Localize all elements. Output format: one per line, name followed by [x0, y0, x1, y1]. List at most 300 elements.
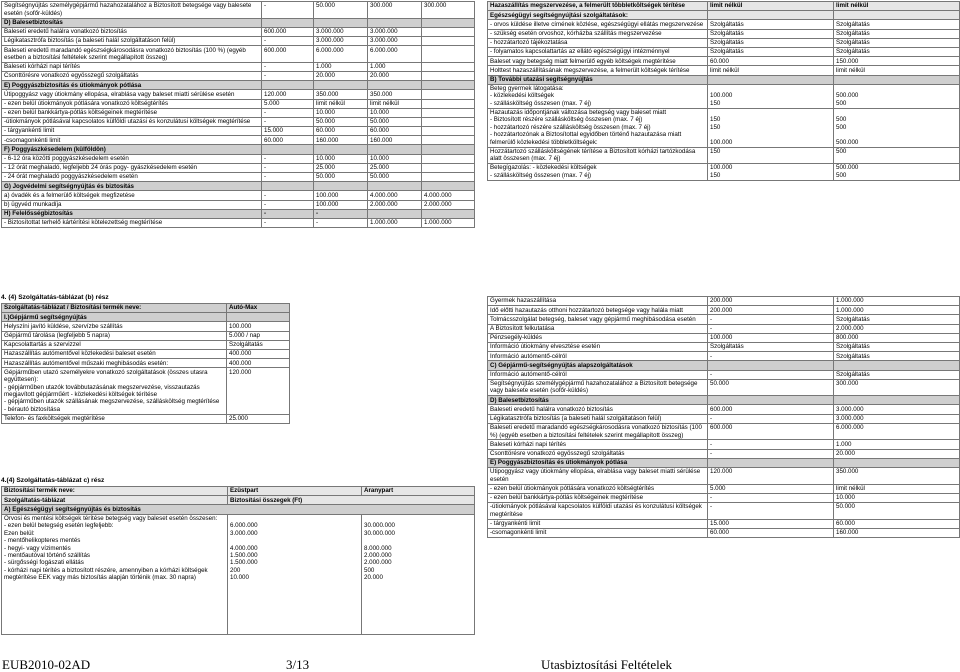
row-value — [314, 18, 368, 27]
row-value: 1.000 — [834, 440, 960, 449]
row-value — [422, 62, 475, 71]
subsection-row — [2, 505, 475, 514]
section-4b-table — [1, 303, 289, 424]
row-value: 100.000 — [708, 333, 834, 342]
row-value: 300.000 — [368, 2, 422, 19]
table-row — [488, 379, 960, 396]
row-value — [422, 163, 475, 172]
row-value: 2.000.000 — [422, 200, 475, 209]
row-value: 15.000 — [262, 127, 314, 136]
row-value: 500.000 500 — [834, 84, 960, 108]
row-value: limit nélkül — [834, 484, 960, 493]
row-value: 10.000 — [314, 108, 368, 117]
row-value — [368, 209, 422, 218]
table-row — [2, 99, 475, 108]
right-top-benefit-table — [487, 1, 959, 181]
row-label: Kapcsolattartás a szervizzel — [2, 340, 227, 349]
row-label: - ezen belül útiokmányok pótlására vonatkozó költségtérítés — [2, 99, 262, 108]
row-label: Hozzátartozó szállásköltségének térítése a Biztosított kórházi tartózkodása alatt összesen (max. 7 éj) — [488, 147, 708, 164]
row-value — [422, 90, 475, 99]
row-value — [708, 11, 834, 20]
row-label: - tárgyankénti limit — [488, 519, 708, 528]
row-value: 3.000.000 — [314, 27, 368, 36]
row-label: Hazautazás időpontjának változása betegség vagy baleset miatt - Biztosított részére szállásköltség összesen (max. 7 éj) - hozzátartozó részére szállásköltség összesen (max. 7 éj) - hozzátartozónak a Biztosítottal egyidőben történő hazautazása miatt felmerülő közlekedési többletköltségek: — [488, 108, 708, 147]
row-label: Gépjármű tárolása (legfeljebb 5 napra) — [2, 331, 227, 340]
row-label: - ezen belül bankkártya-pótlás költségeinek megtérítése — [488, 493, 708, 502]
row-label: - folyamatos kapcsolattartás az ellátó egészségügyi intézménnyel — [488, 47, 708, 56]
row-value — [368, 18, 422, 27]
row-label: B) További utazási segítségnyújtás — [488, 75, 708, 84]
row-label: Segítségnyújtás személygépjármű hazahozatalához a Biztosított betegsége vagy balesete esetén (sofőr-küldés) — [2, 2, 262, 19]
row-value — [422, 173, 475, 182]
table-row — [488, 297, 960, 306]
row-value: 10.000 — [368, 154, 422, 163]
row-label: Helyszíni javító küldése, szervízbe szállítás — [2, 322, 227, 331]
table-row — [2, 71, 475, 80]
row-label: Baleseti eredetű maradandó egészségkárosodásra vonatkozó biztosítás (100 %) (egyéb esetben a biztosítási feltételek szerint megállapított összeg) — [2, 46, 262, 63]
table-row — [488, 484, 960, 493]
row-value: - — [262, 191, 314, 200]
row-value: 5.000 — [708, 484, 834, 493]
row-value: 120.000 — [262, 90, 314, 99]
table-row — [2, 514, 475, 634]
section-4c-table — [1, 486, 474, 635]
row-label: - hozzátartozó tájékoztatása — [488, 38, 708, 47]
row-value: Szolgáltatás — [708, 38, 834, 47]
page-number: 3/13 — [286, 657, 310, 672]
row-label: - Biztosítottat terhelő kártérítési kötelezettség megtérítése — [2, 218, 262, 227]
row-value: Szolgáltatás — [834, 29, 960, 38]
table-row — [2, 117, 475, 126]
row-value — [422, 71, 475, 80]
row-value — [422, 27, 475, 36]
arany-values: 30.000.000 30.000.000 8.000.000 2.000.000 2.000.000 500 20.000 — [362, 514, 475, 634]
row-value: 350.000 — [368, 90, 422, 99]
row-value — [314, 182, 368, 191]
row-value: 50.000 — [708, 379, 834, 396]
row-value: 3.000.000 — [314, 36, 368, 45]
row-value: 2.000.000 — [368, 200, 422, 209]
row-value: 1.000 — [368, 62, 422, 71]
row-value: - — [708, 414, 834, 423]
row-value: - — [262, 62, 314, 71]
table-header-row — [2, 496, 475, 505]
aranypart-label: Aranypart — [362, 487, 475, 496]
row-label: Tolmácsszolgálat betegség, baleset vagy gépjármű meghibásodása esetén — [488, 315, 708, 324]
row-value — [422, 46, 475, 63]
table-row — [488, 147, 960, 164]
table-row — [488, 519, 960, 528]
row-value — [227, 313, 290, 322]
row-value: - — [708, 493, 834, 502]
table-row — [2, 304, 290, 313]
row-value: 600.000 — [262, 46, 314, 63]
table-row — [488, 405, 960, 414]
row-value: 50.000 — [314, 117, 368, 126]
row-value: 20.000 — [834, 449, 960, 458]
row-label: - ezen belül bankkártya-pótlás költségeinek megtérítése — [2, 108, 262, 117]
row-label: Baleseti eredetű maradandó egészségkárosodásra vonatkozó biztosítás (100 %) (egyéb esetben a biztosítási feltételek szerint megállapított összeg) — [488, 423, 708, 440]
row-value: 1.000.000 — [834, 306, 960, 315]
row-value — [262, 81, 314, 90]
section-4c-heading: 4.(4) Szolgáltatás-táblázat c) rész — [1, 477, 105, 484]
table-row — [2, 209, 475, 218]
row-value: Szolgáltatás — [708, 29, 834, 38]
table-row — [2, 163, 475, 172]
table-row — [488, 315, 960, 324]
document-code: EUB2010-02AD — [2, 657, 91, 672]
row-value: - — [262, 163, 314, 172]
row-value: - — [262, 2, 314, 19]
row-value: Szolgáltatás — [834, 370, 960, 379]
row-value — [708, 458, 834, 467]
row-value: 50.000 — [368, 117, 422, 126]
row-value: - — [708, 324, 834, 333]
row-value — [708, 361, 834, 370]
medical-costs-text: Orvosi és mentési költségek térítése betegség vagy baleset esetén összesen: - ezen belül betegség esetén legfeljebb: Ezen belül: - mentőhelikopteres mentés - hegyi- vagy vízimentés - mentőautóval történő szállítás - sürgősségi fogászati ellátás - kórházi napi térítés a biztosított részére, amennyiben a kórházi költségek megtérítése EEK vagy más biztosítás alapján történik (max. 30 napra) — [2, 514, 228, 634]
row-value: - — [708, 370, 834, 379]
table-row — [2, 218, 475, 227]
row-value: 50.000 — [834, 502, 960, 519]
row-label: -csomagonkénti limit — [488, 528, 708, 537]
row-label: Információ autómentő-célról — [488, 352, 708, 361]
row-label: - 12 órát meghaladó, legfeljebb 24 órás pogy- gyászkésedelem esetén — [2, 163, 262, 172]
table-row — [488, 414, 960, 423]
row-value: 3.000.000 — [834, 405, 960, 414]
row-label: Baleseti eredetű halálra vonatkozó biztosítás — [2, 27, 262, 36]
row-value: 300.000 — [422, 2, 475, 19]
row-label: Telefon- és faxköltségek megtérítése — [2, 414, 227, 423]
row-value: 25.000 — [368, 163, 422, 172]
row-value — [368, 182, 422, 191]
row-label: Légikatasztrófa biztosítás (a baleseti halál szolgáltatáson felül) — [488, 414, 708, 423]
table-row — [488, 468, 960, 485]
row-value: 350.000 — [314, 90, 368, 99]
row-value: Szolgáltatás — [708, 47, 834, 56]
row-value: 15.000 — [708, 519, 834, 528]
ezustpart-label: Ezüstpart — [228, 487, 362, 496]
row-label: Holttest hazaszállításának megszervezése, a felmerült költségek térítése — [488, 66, 708, 75]
row-value: 60.000 — [834, 519, 960, 528]
row-value — [422, 108, 475, 117]
table-row — [2, 200, 475, 209]
row-value: 50.000 — [368, 173, 422, 182]
row-value: 160.000 — [368, 136, 422, 145]
row-value: 20.000 — [314, 71, 368, 80]
table-row — [2, 2, 475, 19]
row-label: Csonttörésre vonatkozó egyösszegű szolgáltatás — [2, 71, 262, 80]
row-value: Szolgáltatás — [708, 342, 834, 351]
row-value: 4.000.000 — [422, 191, 475, 200]
ezust-values: 6.000.000 3.000.000 4.000.000 1.500.000 1.500.000 200 10.000 — [228, 514, 362, 634]
row-value: Szolgáltatás — [834, 20, 960, 29]
row-value: 100.000 150 — [708, 164, 834, 181]
row-label: Szolgáltatás-táblázat / Biztosítási termék neve: — [2, 304, 227, 313]
table-label: Szolgáltatás-táblázat — [2, 496, 228, 505]
document-title: Utasbiztosítási Feltételek — [541, 657, 673, 672]
row-label: Gépjárműben utazó személyekre vonatkozó szolgáltatások (összes utasra együttesen): - gépjárműben utazók továbbutazásának megszervezése, visszautazás megjavított gépjárműért - közlekedési költségek térítése - gépjárműben utazók szállásának megszervezése, szállásköltség megtérítése - bérautó biztosítása — [2, 368, 227, 414]
row-value: 150 — [708, 147, 834, 164]
table-row — [2, 81, 475, 90]
table-row — [488, 324, 960, 333]
table-row — [2, 191, 475, 200]
row-label: H) Felelősségbiztosítás — [2, 209, 262, 218]
row-value: 1.000.000 — [834, 297, 960, 306]
table-row — [2, 331, 290, 340]
row-label: Baleseti kórházi napi térítés — [2, 62, 262, 71]
row-value: 3.000.000 — [368, 27, 422, 36]
row-value: 100.000 — [227, 322, 290, 331]
row-value: 10.000 — [368, 108, 422, 117]
row-label: C) Gépjármű-segítségnyújtás alapszolgáltatások — [488, 361, 708, 370]
row-label: D) Balesetbiztosítás — [488, 396, 708, 405]
row-value: 160.000 — [314, 136, 368, 145]
table-row — [2, 154, 475, 163]
table-row — [488, 458, 960, 467]
row-label: - orvos küldése illetve címének közlése, egészségügyi ellátás megszervezése — [488, 20, 708, 29]
section-4b-heading: 4. (4) Szolgáltatás-táblázat (b) rész — [1, 294, 109, 301]
table-row — [488, 29, 960, 38]
table-row — [488, 449, 960, 458]
row-value: - — [708, 315, 834, 324]
row-label: E) Poggyászbiztosítás és útiokmányok pótlása — [2, 81, 262, 90]
table-row — [488, 84, 960, 108]
row-value — [834, 75, 960, 84]
row-value: 20.000 — [368, 71, 422, 80]
row-value: 2.000.000 — [834, 324, 960, 333]
row-value: - — [262, 218, 314, 227]
row-value: limit nélkül — [708, 66, 834, 75]
table-row — [488, 440, 960, 449]
table-row — [488, 38, 960, 47]
row-label: F) Poggyászkésedelem (külföldön) — [2, 145, 262, 154]
row-value: 3.000.000 — [834, 414, 960, 423]
table-row — [2, 173, 475, 182]
row-value — [834, 11, 960, 20]
table-row — [488, 502, 960, 519]
row-value: Szolgáltatás — [227, 340, 290, 349]
table-row — [488, 66, 960, 75]
table-row — [488, 20, 960, 29]
row-value: 10.000 — [834, 493, 960, 502]
row-value: - — [262, 209, 314, 218]
row-value — [422, 117, 475, 126]
row-value: 150 150 100.000 — [708, 108, 834, 147]
row-value: - — [262, 200, 314, 209]
table-row — [2, 90, 475, 99]
row-value: Szolgáltatás — [834, 342, 960, 351]
row-value: - — [262, 36, 314, 45]
row-value — [708, 75, 834, 84]
row-value: 500.000 500 — [834, 164, 960, 181]
row-value: 100.000 — [314, 191, 368, 200]
row-value — [834, 361, 960, 370]
table-row — [488, 370, 960, 379]
row-label: Információ autómentő-célról — [488, 370, 708, 379]
row-value: - — [314, 218, 368, 227]
row-value: Szolgáltatás — [834, 38, 960, 47]
row-label: -útiokmányok pótlásával kapcsolatos külföldi utazási és konzulátusi költségek megtérítése — [488, 502, 708, 519]
row-value: 100.000 150 — [708, 84, 834, 108]
row-value — [368, 145, 422, 154]
row-label: Gyermek hazaszállítása — [488, 297, 708, 306]
row-value: 100.000 — [314, 200, 368, 209]
table-row — [488, 361, 960, 370]
table-row — [2, 108, 475, 117]
row-label: - szükség esetén orvoshoz, kórházba szállítás megszervezése — [488, 29, 708, 38]
row-value: 1.000.000 — [422, 218, 475, 227]
row-value — [422, 154, 475, 163]
row-value — [422, 81, 475, 90]
table-row — [2, 62, 475, 71]
table-row — [488, 423, 960, 440]
row-label: Csonttörésre vonatkozó egyösszegű szolgáltatás — [488, 449, 708, 458]
row-label: Betegígazolás: - közlekedési költségek - szállásköltség összesen (max. 7 éj) — [488, 164, 708, 181]
row-value: 60.000 — [314, 127, 368, 136]
table-row — [488, 57, 960, 66]
row-value — [422, 36, 475, 45]
table-row — [488, 396, 960, 405]
row-value: - — [262, 117, 314, 126]
table-row — [2, 340, 290, 349]
table-header-row — [2, 487, 475, 496]
row-value: - — [262, 154, 314, 163]
row-value: Szolgáltatás — [834, 315, 960, 324]
row-label: D) Balesetbiztosítás — [2, 18, 262, 27]
row-label: -csomagonkénti limit — [2, 136, 262, 145]
row-value: 25.000 — [314, 163, 368, 172]
row-label: Baleseti eredetű halálra vonatkozó biztosítás — [488, 405, 708, 414]
row-label: E) Poggyászbiztosítás és útiokmányok pótlása — [488, 458, 708, 467]
row-value — [262, 145, 314, 154]
row-value: - — [708, 502, 834, 519]
row-value: limit nélkül — [708, 2, 834, 11]
row-value: Szolgáltatás — [708, 20, 834, 29]
row-value — [422, 136, 475, 145]
table-row — [2, 27, 475, 36]
table-row — [2, 36, 475, 45]
row-value: 200.000 — [708, 297, 834, 306]
row-value: 500 — [834, 147, 960, 164]
row-value: 5.000 — [262, 99, 314, 108]
row-label: Hazaszállítás autómentővel műszaki meghibásodás esetén: — [2, 359, 227, 368]
table-row — [488, 352, 960, 361]
row-value: - — [708, 449, 834, 458]
row-value: 200.000 — [708, 306, 834, 315]
row-value: 6.000.000 — [834, 423, 960, 440]
row-value: - — [262, 173, 314, 182]
row-label: Egészségügyi segítségnyújtási szolgáltatások: — [488, 11, 708, 20]
table-row — [2, 368, 290, 414]
row-value: 60.000 — [708, 528, 834, 537]
row-value: 160.000 — [834, 528, 960, 537]
row-value: - — [708, 440, 834, 449]
table-row — [488, 164, 960, 181]
row-value — [834, 396, 960, 405]
row-value: 800.000 — [834, 333, 960, 342]
row-value: 400.000 — [227, 349, 290, 358]
table-row — [488, 528, 960, 537]
row-value: Autó-Max — [227, 304, 290, 313]
row-label: Légikatasztrófa biztosítás (a baleseti halál szolgáltatáson felül) — [2, 36, 262, 45]
row-value — [422, 127, 475, 136]
row-value — [422, 145, 475, 154]
row-value: 60.000 — [708, 57, 834, 66]
row-value: 500 500 500.000 — [834, 108, 960, 147]
row-value: 60.000 — [262, 136, 314, 145]
table-row — [2, 145, 475, 154]
row-value: 6.000.000 — [314, 46, 368, 63]
table-row — [2, 46, 475, 63]
table-row — [488, 75, 960, 84]
row-value — [708, 396, 834, 405]
row-value: Szolgáltatás — [834, 47, 960, 56]
row-value: 25.000 — [227, 414, 290, 423]
row-value: 1.000.000 — [368, 218, 422, 227]
row-value — [422, 18, 475, 27]
row-value: limit nélkül — [834, 66, 960, 75]
subsection-title: A) Egészségügyi segítségnyújtás és biztosítás — [2, 505, 475, 514]
table-row — [488, 306, 960, 315]
row-value: limit nélkül — [368, 99, 422, 108]
table-row — [488, 11, 960, 20]
row-value: limit nélkül — [834, 2, 960, 11]
row-value: 350.000 — [834, 468, 960, 485]
row-value: 600.000 — [708, 423, 834, 440]
row-value: 50.000 — [314, 173, 368, 182]
table-row — [2, 313, 290, 322]
row-value: 1.000 — [314, 62, 368, 71]
row-label: Hazaszállítás megszervezése, a felmerült többletköltségek térítése — [488, 2, 708, 11]
row-label: Segítségnyújtás személygépjármű hazahozatalához a Biztosított betegsége vagy balesete esetén (sofőr-küldés) — [488, 379, 708, 396]
row-value: 60.000 — [368, 127, 422, 136]
row-value — [422, 182, 475, 191]
row-label: b) ügyvéd munkadíja — [2, 200, 262, 209]
row-value: - — [262, 108, 314, 117]
row-value — [422, 99, 475, 108]
row-label: -útiokmányok pótlásával kapcsolatos külföldi utazási és konzulátusi költségek megtérítése — [2, 117, 262, 126]
row-value: 3.000.000 — [368, 36, 422, 45]
table-row — [488, 2, 960, 11]
row-label: Pénzsegély-küldés — [488, 333, 708, 342]
row-label: Idő előtti hazautazás otthoni hozzátartozó betegsége vagy halála miatt — [488, 306, 708, 315]
row-value: - — [262, 71, 314, 80]
row-label: I.)Gépjármű segítségnyújtás — [2, 313, 227, 322]
row-value: 150.000 — [834, 57, 960, 66]
row-label: - ezen belül útiokmányok pótlására vonatkozó költségtérítés — [488, 484, 708, 493]
row-label: A Biztosított felkutatása — [488, 324, 708, 333]
row-label: - 24 órát meghaladó poggyászkésedelem esetén — [2, 173, 262, 182]
row-value: 10.000 — [314, 154, 368, 163]
row-label: Útipoggyász vagy útiokmány ellopása, elrablása vagy baleset miatti sérülése esetén — [2, 90, 262, 99]
table-row — [488, 333, 960, 342]
table-row — [488, 342, 960, 351]
table-row — [2, 414, 290, 423]
row-label: Útipoggyász vagy útiokmány ellopása, elrablása vagy baleset miatti sérülése esetén — [488, 468, 708, 485]
row-value — [262, 182, 314, 191]
row-value: - — [708, 352, 834, 361]
row-value: 600.000 — [708, 405, 834, 414]
table-row — [2, 349, 290, 358]
row-label: a) óvadék és a felmerülő költségek megfizetése — [2, 191, 262, 200]
row-value: 5.000 / nap — [227, 331, 290, 340]
left-top-benefit-table — [1, 1, 474, 228]
table-row — [2, 18, 475, 27]
row-label: Információ útiokmány elvesztése esetén — [488, 342, 708, 351]
row-value: 300.000 — [834, 379, 960, 396]
row-label: Hazaszállítás autómentővel közlekedési baleset esetén — [2, 349, 227, 358]
row-label: Baleset vagy betegség miatt felmerülő egyéb költségek megtérítése — [488, 57, 708, 66]
